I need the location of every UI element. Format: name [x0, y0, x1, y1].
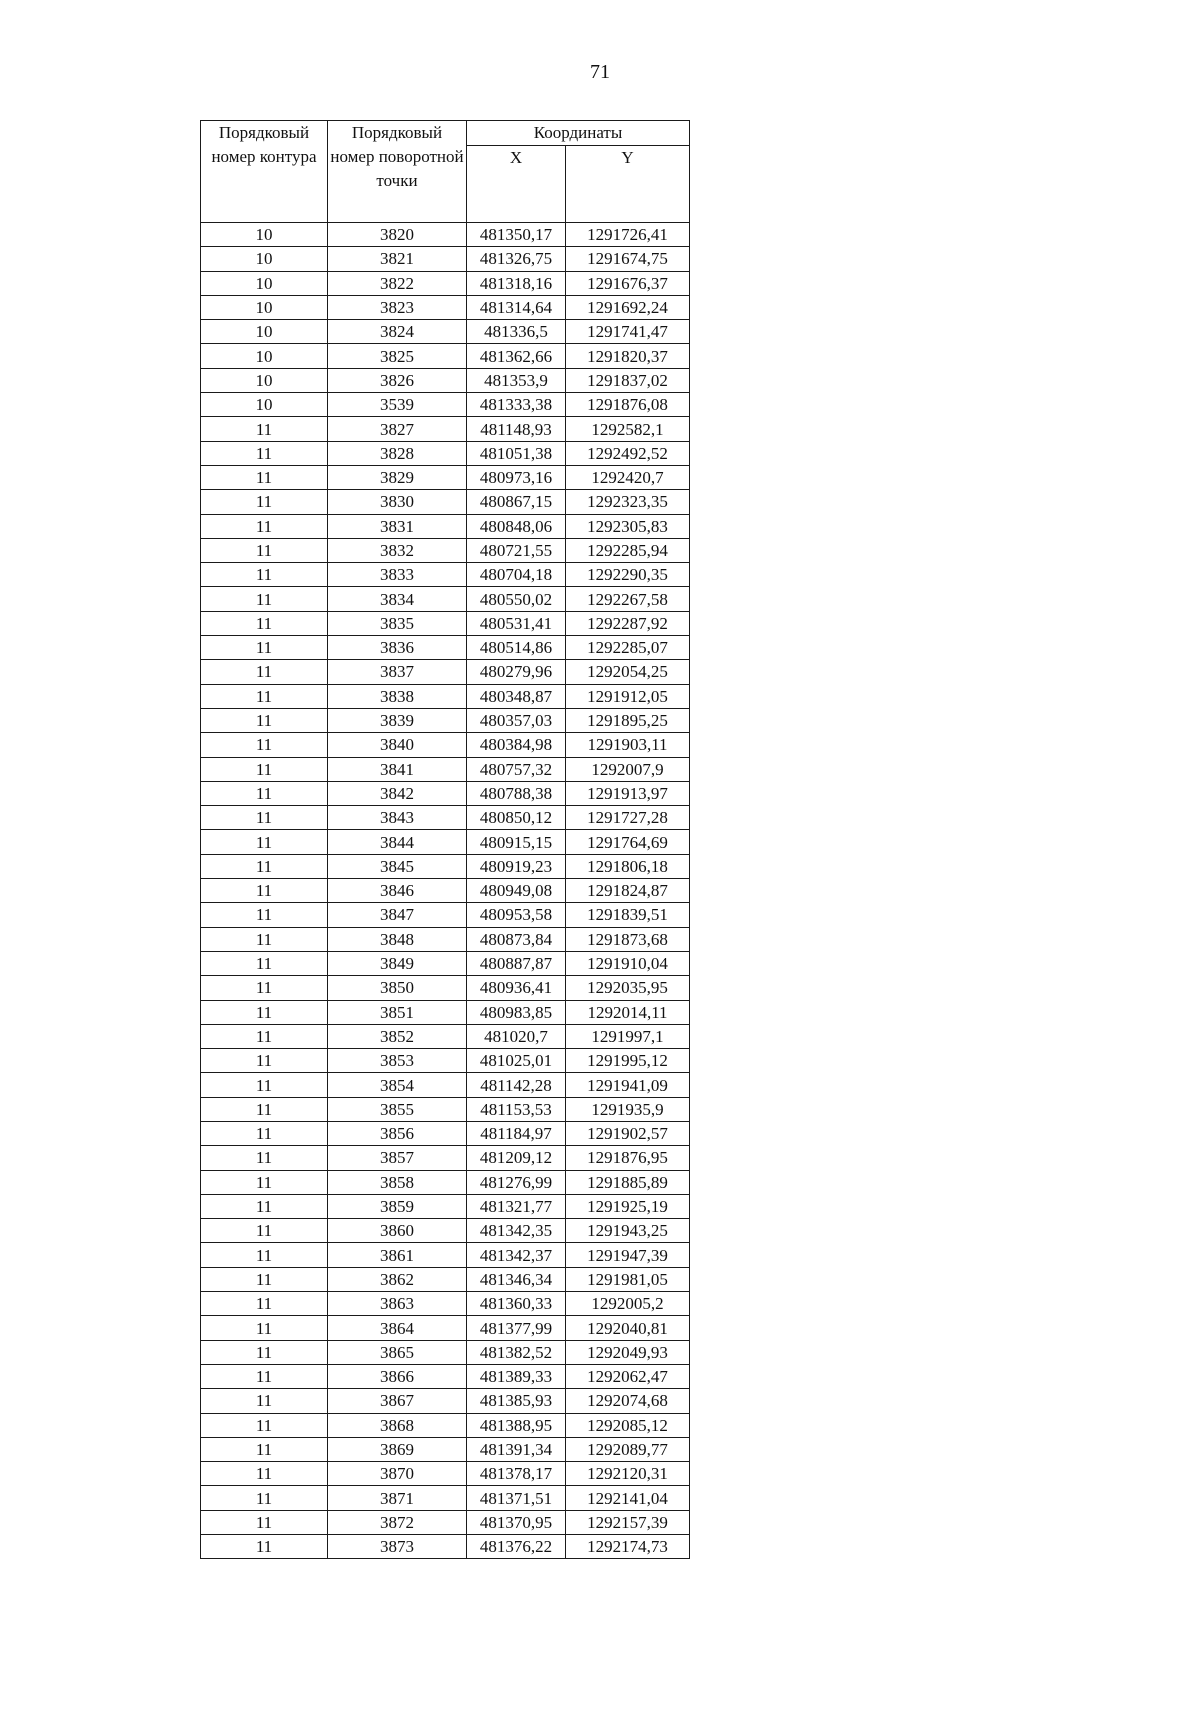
- point-number-cell: 3849: [328, 951, 467, 975]
- point-number-cell: 3845: [328, 854, 467, 878]
- contour-number-cell: 11: [201, 1121, 328, 1145]
- y-coordinate-cell: 1292014,11: [566, 1000, 690, 1024]
- y-coordinate-cell: 1291997,1: [566, 1024, 690, 1048]
- table-row: [201, 1510, 690, 1534]
- point-number-cell: 3843: [328, 806, 467, 830]
- contour-number-cell: 11: [201, 1340, 328, 1364]
- y-coordinate-cell: 1292141,04: [566, 1486, 690, 1510]
- x-coordinate-cell: 481318,16: [467, 271, 566, 295]
- contour-number-cell: 10: [201, 344, 328, 368]
- table-row: [201, 1340, 690, 1364]
- contour-number-cell: 11: [201, 1486, 328, 1510]
- point-number-cell: 3825: [328, 344, 467, 368]
- table-row: [201, 563, 690, 587]
- point-number-cell: 3864: [328, 1316, 467, 1340]
- y-coordinate-cell: 1292323,35: [566, 490, 690, 514]
- table-row: [201, 1243, 690, 1267]
- contour-number-cell: 11: [201, 1437, 328, 1461]
- table-row: [201, 660, 690, 684]
- header-y: Y: [566, 146, 690, 223]
- table-row: [201, 1413, 690, 1437]
- contour-number-cell: 10: [201, 320, 328, 344]
- contour-number-cell: 11: [201, 927, 328, 951]
- y-coordinate-cell: 1291910,04: [566, 951, 690, 975]
- y-coordinate-cell: 1292007,9: [566, 757, 690, 781]
- point-number-cell: 3861: [328, 1243, 467, 1267]
- point-number-cell: 3836: [328, 636, 467, 660]
- y-coordinate-cell: 1292582,1: [566, 417, 690, 441]
- table-row: [201, 1073, 690, 1097]
- table-row: [201, 951, 690, 975]
- y-coordinate-cell: 1292035,95: [566, 976, 690, 1000]
- point-number-cell: 3823: [328, 295, 467, 319]
- table-row: [201, 830, 690, 854]
- x-coordinate-cell: 481153,53: [467, 1097, 566, 1121]
- x-coordinate-cell: 480357,03: [467, 708, 566, 732]
- y-coordinate-cell: 1291876,95: [566, 1146, 690, 1170]
- contour-number-cell: 11: [201, 1389, 328, 1413]
- y-coordinate-cell: 1291727,28: [566, 806, 690, 830]
- x-coordinate-cell: 481142,28: [467, 1073, 566, 1097]
- x-coordinate-cell: 481184,97: [467, 1121, 566, 1145]
- contour-number-cell: 11: [201, 1219, 328, 1243]
- contour-number-cell: 11: [201, 563, 328, 587]
- contour-number-cell: 11: [201, 441, 328, 465]
- point-number-cell: 3868: [328, 1413, 467, 1437]
- y-coordinate-cell: 1292492,52: [566, 441, 690, 465]
- x-coordinate-cell: 481276,99: [467, 1170, 566, 1194]
- contour-number-cell: 11: [201, 1243, 328, 1267]
- point-number-cell: 3846: [328, 879, 467, 903]
- y-coordinate-cell: 1292285,94: [566, 538, 690, 562]
- x-coordinate-cell: 480721,55: [467, 538, 566, 562]
- x-coordinate-cell: 480915,15: [467, 830, 566, 854]
- point-number-cell: 3871: [328, 1486, 467, 1510]
- contour-number-cell: 11: [201, 1000, 328, 1024]
- x-coordinate-cell: 481371,51: [467, 1486, 566, 1510]
- contour-number-cell: 11: [201, 684, 328, 708]
- x-coordinate-cell: 480887,87: [467, 951, 566, 975]
- x-coordinate-cell: 481333,38: [467, 393, 566, 417]
- x-coordinate-cell: 480973,16: [467, 465, 566, 489]
- contour-number-cell: 11: [201, 781, 328, 805]
- x-coordinate-cell: 481389,33: [467, 1364, 566, 1388]
- table-row: [201, 344, 690, 368]
- contour-number-cell: 11: [201, 733, 328, 757]
- point-number-cell: 3870: [328, 1462, 467, 1486]
- table-row: [201, 976, 690, 1000]
- contour-number-cell: 10: [201, 368, 328, 392]
- point-number-cell: 3853: [328, 1049, 467, 1073]
- x-coordinate-cell: 480384,98: [467, 733, 566, 757]
- x-coordinate-cell: 481378,17: [467, 1462, 566, 1486]
- y-coordinate-cell: 1291947,39: [566, 1243, 690, 1267]
- x-coordinate-cell: 480936,41: [467, 976, 566, 1000]
- point-number-cell: 3862: [328, 1267, 467, 1291]
- table-row: [201, 587, 690, 611]
- point-number-cell: 3851: [328, 1000, 467, 1024]
- contour-number-cell: 10: [201, 247, 328, 271]
- point-number-cell: 3830: [328, 490, 467, 514]
- contour-number-cell: 11: [201, 1462, 328, 1486]
- table-row: [201, 417, 690, 441]
- contour-number-cell: 11: [201, 951, 328, 975]
- x-coordinate-cell: 481342,35: [467, 1219, 566, 1243]
- x-coordinate-cell: 481314,64: [467, 295, 566, 319]
- x-coordinate-cell: 480953,58: [467, 903, 566, 927]
- table-row: [201, 1292, 690, 1316]
- table-row: [201, 295, 690, 319]
- table-row: [201, 1389, 690, 1413]
- contour-number-cell: 11: [201, 538, 328, 562]
- contour-number-cell: 11: [201, 1267, 328, 1291]
- contour-number-cell: 11: [201, 976, 328, 1000]
- y-coordinate-cell: 1291674,75: [566, 247, 690, 271]
- contour-number-cell: 11: [201, 660, 328, 684]
- table-row: [201, 806, 690, 830]
- table-body: [201, 223, 690, 1559]
- y-coordinate-cell: 1291764,69: [566, 830, 690, 854]
- contour-number-cell: 11: [201, 903, 328, 927]
- point-number-cell: 3844: [328, 830, 467, 854]
- point-number-cell: 3856: [328, 1121, 467, 1145]
- contour-number-cell: 11: [201, 830, 328, 854]
- x-coordinate-cell: 481391,34: [467, 1437, 566, 1461]
- table-row: [201, 271, 690, 295]
- point-number-cell: 3827: [328, 417, 467, 441]
- x-coordinate-cell: 481376,22: [467, 1535, 566, 1559]
- y-coordinate-cell: 1291873,68: [566, 927, 690, 951]
- table-row: [201, 1535, 690, 1559]
- table-row: [201, 854, 690, 878]
- x-coordinate-cell: 480873,84: [467, 927, 566, 951]
- table-row: [201, 1364, 690, 1388]
- table-row: [201, 538, 690, 562]
- y-coordinate-cell: 1291837,02: [566, 368, 690, 392]
- table-row: [201, 757, 690, 781]
- table-header: [201, 121, 690, 223]
- point-number-cell: 3832: [328, 538, 467, 562]
- x-coordinate-cell: 481382,52: [467, 1340, 566, 1364]
- y-coordinate-cell: 1292005,2: [566, 1292, 690, 1316]
- table-row: [201, 1486, 690, 1510]
- table-row: [201, 1437, 690, 1461]
- table-row: [201, 441, 690, 465]
- x-coordinate-cell: 481051,38: [467, 441, 566, 465]
- contour-number-cell: 11: [201, 417, 328, 441]
- x-coordinate-cell: 480514,86: [467, 636, 566, 660]
- y-coordinate-cell: 1291903,11: [566, 733, 690, 757]
- point-number-cell: 3821: [328, 247, 467, 271]
- y-coordinate-cell: 1292062,47: [566, 1364, 690, 1388]
- y-coordinate-cell: 1292054,25: [566, 660, 690, 684]
- point-number-cell: 3842: [328, 781, 467, 805]
- point-number-cell: 3820: [328, 223, 467, 247]
- x-coordinate-cell: 481148,93: [467, 417, 566, 441]
- y-coordinate-cell: 1291925,19: [566, 1194, 690, 1218]
- y-coordinate-cell: 1291981,05: [566, 1267, 690, 1291]
- table-row: [201, 514, 690, 538]
- contour-number-cell: 11: [201, 757, 328, 781]
- contour-number-cell: 11: [201, 1170, 328, 1194]
- y-coordinate-cell: 1291824,87: [566, 879, 690, 903]
- point-number-cell: 3839: [328, 708, 467, 732]
- table-row: [201, 1267, 690, 1291]
- table-row: [201, 1121, 690, 1145]
- contour-number-cell: 11: [201, 854, 328, 878]
- point-number-cell: 3834: [328, 587, 467, 611]
- contour-number-cell: 11: [201, 465, 328, 489]
- table-row: [201, 708, 690, 732]
- y-coordinate-cell: 1291885,89: [566, 1170, 690, 1194]
- point-number-cell: 3859: [328, 1194, 467, 1218]
- y-coordinate-cell: 1291820,37: [566, 344, 690, 368]
- table-row: [201, 1146, 690, 1170]
- contour-number-cell: 11: [201, 1510, 328, 1534]
- x-coordinate-cell: 481321,77: [467, 1194, 566, 1218]
- point-number-cell: 3826: [328, 368, 467, 392]
- page-number: 71: [590, 61, 610, 83]
- x-coordinate-cell: 481388,95: [467, 1413, 566, 1437]
- x-coordinate-cell: 481350,17: [467, 223, 566, 247]
- table-row: [201, 1000, 690, 1024]
- table-row: [201, 320, 690, 344]
- point-number-cell: 3866: [328, 1364, 467, 1388]
- point-number-cell: 3863: [328, 1292, 467, 1316]
- x-coordinate-cell: 480279,96: [467, 660, 566, 684]
- x-coordinate-cell: 480867,15: [467, 490, 566, 514]
- point-number-cell: 3835: [328, 611, 467, 635]
- table-row: [201, 1316, 690, 1340]
- point-number-cell: 3833: [328, 563, 467, 587]
- point-number-cell: 3848: [328, 927, 467, 951]
- point-number-cell: 3869: [328, 1437, 467, 1461]
- x-coordinate-cell: 480704,18: [467, 563, 566, 587]
- contour-number-cell: 11: [201, 708, 328, 732]
- contour-number-cell: 11: [201, 636, 328, 660]
- point-number-cell: 3828: [328, 441, 467, 465]
- y-coordinate-cell: 1291839,51: [566, 903, 690, 927]
- point-number-cell: 3865: [328, 1340, 467, 1364]
- table-row: [201, 781, 690, 805]
- table-row: [201, 927, 690, 951]
- table-row: [201, 1194, 690, 1218]
- y-coordinate-cell: 1291902,57: [566, 1121, 690, 1145]
- contour-number-cell: 11: [201, 806, 328, 830]
- x-coordinate-cell: 481385,93: [467, 1389, 566, 1413]
- contour-number-cell: 10: [201, 271, 328, 295]
- x-coordinate-cell: 480788,38: [467, 781, 566, 805]
- x-coordinate-cell: 481326,75: [467, 247, 566, 271]
- contour-number-cell: 11: [201, 514, 328, 538]
- y-coordinate-cell: 1292120,31: [566, 1462, 690, 1486]
- x-coordinate-cell: 481336,5: [467, 320, 566, 344]
- table-row: [201, 879, 690, 903]
- y-coordinate-cell: 1291806,18: [566, 854, 690, 878]
- contour-number-cell: 11: [201, 611, 328, 635]
- contour-number-cell: 10: [201, 223, 328, 247]
- x-coordinate-cell: 480983,85: [467, 1000, 566, 1024]
- table-row: [201, 1462, 690, 1486]
- x-coordinate-cell: 480531,41: [467, 611, 566, 635]
- y-coordinate-cell: 1291895,25: [566, 708, 690, 732]
- x-coordinate-cell: 481025,01: [467, 1049, 566, 1073]
- point-number-cell: 3838: [328, 684, 467, 708]
- point-number-cell: 3837: [328, 660, 467, 684]
- point-number-cell: 3840: [328, 733, 467, 757]
- x-coordinate-cell: 480348,87: [467, 684, 566, 708]
- table-row: [201, 733, 690, 757]
- y-coordinate-cell: 1292157,39: [566, 1510, 690, 1534]
- point-number-cell: 3867: [328, 1389, 467, 1413]
- y-coordinate-cell: 1292305,83: [566, 514, 690, 538]
- contour-number-cell: 11: [201, 1146, 328, 1170]
- y-coordinate-cell: 1292074,68: [566, 1389, 690, 1413]
- y-coordinate-cell: 1291913,97: [566, 781, 690, 805]
- table-row: [201, 684, 690, 708]
- contour-number-cell: 11: [201, 1364, 328, 1388]
- x-coordinate-cell: 481346,34: [467, 1267, 566, 1291]
- x-coordinate-cell: 481342,37: [467, 1243, 566, 1267]
- y-coordinate-cell: 1292040,81: [566, 1316, 690, 1340]
- x-coordinate-cell: 480848,06: [467, 514, 566, 538]
- x-coordinate-cell: 481020,7: [467, 1024, 566, 1048]
- x-coordinate-cell: 480850,12: [467, 806, 566, 830]
- contour-number-cell: 11: [201, 1292, 328, 1316]
- header-point-number: Порядковый номер поворотной точки: [328, 121, 467, 223]
- contour-number-cell: 11: [201, 1049, 328, 1073]
- point-number-cell: 3841: [328, 757, 467, 781]
- point-number-cell: 3858: [328, 1170, 467, 1194]
- point-number-cell: 3860: [328, 1219, 467, 1243]
- y-coordinate-cell: 1291876,08: [566, 393, 690, 417]
- x-coordinate-cell: 480919,23: [467, 854, 566, 878]
- table-row: [201, 1219, 690, 1243]
- y-coordinate-cell: 1292174,73: [566, 1535, 690, 1559]
- table-row: [201, 368, 690, 392]
- point-number-cell: 3854: [328, 1073, 467, 1097]
- y-coordinate-cell: 1291943,25: [566, 1219, 690, 1243]
- y-coordinate-cell: 1291676,37: [566, 271, 690, 295]
- x-coordinate-cell: 480949,08: [467, 879, 566, 903]
- contour-number-cell: 11: [201, 1194, 328, 1218]
- table-row: [201, 1170, 690, 1194]
- table-row: [201, 393, 690, 417]
- point-number-cell: 3831: [328, 514, 467, 538]
- x-coordinate-cell: 481353,9: [467, 368, 566, 392]
- contour-number-cell: 11: [201, 1316, 328, 1340]
- point-number-cell: 3872: [328, 1510, 467, 1534]
- y-coordinate-cell: 1291912,05: [566, 684, 690, 708]
- y-coordinate-cell: 1292085,12: [566, 1413, 690, 1437]
- contour-number-cell: 11: [201, 1413, 328, 1437]
- y-coordinate-cell: 1291726,41: [566, 223, 690, 247]
- y-coordinate-cell: 1291941,09: [566, 1073, 690, 1097]
- x-coordinate-cell: 481209,12: [467, 1146, 566, 1170]
- y-coordinate-cell: 1292089,77: [566, 1437, 690, 1461]
- table-row: [201, 1049, 690, 1073]
- contour-number-cell: 11: [201, 1097, 328, 1121]
- x-coordinate-cell: 481377,99: [467, 1316, 566, 1340]
- table-row: [201, 465, 690, 489]
- x-coordinate-cell: 481370,95: [467, 1510, 566, 1534]
- header-contour-number: Порядковый номер контура: [201, 121, 328, 223]
- point-number-cell: 3829: [328, 465, 467, 489]
- y-coordinate-cell: 1292285,07: [566, 636, 690, 660]
- point-number-cell: 3847: [328, 903, 467, 927]
- table-row: [201, 490, 690, 514]
- point-number-cell: 3857: [328, 1146, 467, 1170]
- contour-number-cell: 11: [201, 1535, 328, 1559]
- table-row: [201, 1024, 690, 1048]
- point-number-cell: 3852: [328, 1024, 467, 1048]
- x-coordinate-cell: 481362,66: [467, 344, 566, 368]
- contour-number-cell: 11: [201, 490, 328, 514]
- y-coordinate-cell: 1291995,12: [566, 1049, 690, 1073]
- contour-number-cell: 11: [201, 879, 328, 903]
- x-coordinate-cell: 480550,02: [467, 587, 566, 611]
- table-row: [201, 247, 690, 271]
- point-number-cell: 3873: [328, 1535, 467, 1559]
- y-coordinate-cell: 1292267,58: [566, 587, 690, 611]
- table-row: [201, 611, 690, 635]
- y-coordinate-cell: 1292290,35: [566, 563, 690, 587]
- y-coordinate-cell: 1292287,92: [566, 611, 690, 635]
- y-coordinate-cell: 1291741,47: [566, 320, 690, 344]
- x-coordinate-cell: 481360,33: [467, 1292, 566, 1316]
- point-number-cell: 3824: [328, 320, 467, 344]
- table-row: [201, 903, 690, 927]
- x-coordinate-cell: 480757,32: [467, 757, 566, 781]
- contour-number-cell: 10: [201, 393, 328, 417]
- y-coordinate-cell: 1292049,93: [566, 1340, 690, 1364]
- point-number-cell: 3855: [328, 1097, 467, 1121]
- contour-number-cell: 11: [201, 587, 328, 611]
- table-row: [201, 223, 690, 247]
- y-coordinate-cell: 1291935,9: [566, 1097, 690, 1121]
- y-coordinate-cell: 1292420,7: [566, 465, 690, 489]
- header-coordinates: Координаты: [467, 121, 690, 146]
- point-number-cell: 3822: [328, 271, 467, 295]
- table-row: [201, 1097, 690, 1121]
- y-coordinate-cell: 1291692,24: [566, 295, 690, 319]
- contour-number-cell: 11: [201, 1073, 328, 1097]
- header-x: X: [467, 146, 566, 223]
- coordinates-table: [200, 120, 690, 1559]
- contour-number-cell: 10: [201, 295, 328, 319]
- point-number-cell: 3850: [328, 976, 467, 1000]
- point-number-cell: 3539: [328, 393, 467, 417]
- contour-number-cell: 11: [201, 1024, 328, 1048]
- table-row: [201, 636, 690, 660]
